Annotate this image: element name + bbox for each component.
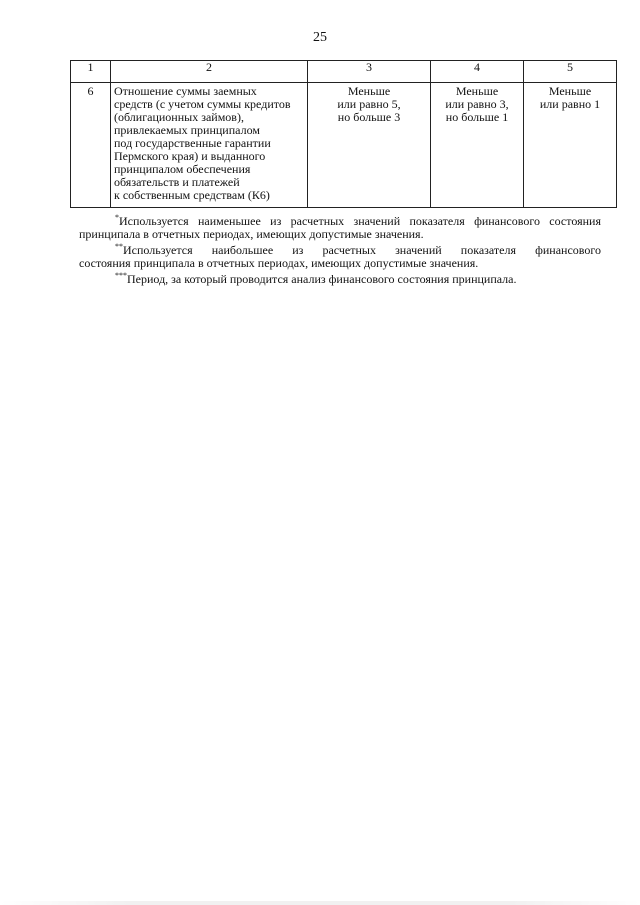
table-row [71,83,617,208]
indicator-name [111,83,308,208]
footnote-2 [79,244,601,270]
value-line: Меньше [347,84,391,98]
value-col-4 [431,83,524,208]
indicator-name-line: Отношение суммы заемных [114,84,257,98]
header-col-5: 5 [524,61,617,83]
indicator-name-line: под государственные гарантии [114,136,271,150]
value-line: Меньше [455,84,499,98]
indicator-name-line: привлекаемых принципалом [114,123,260,137]
footnote-text: Период, за который проводится анализ финансового состояния принципала. [127,272,517,286]
value-line: или равно 3, [445,97,509,111]
value-line: Меньше [548,84,592,98]
indicator-name-line: к собственным средствам (К6) [114,188,270,202]
indicator-name-line: (облигационных займов), [114,110,244,124]
footnote-mark: * [115,213,119,222]
header-col-1: 1 [71,61,111,83]
footnote-mark: *** [115,271,127,280]
footnote-text: Используется наибольшее из расчетных значений показателя финансового [123,243,601,257]
footnote-continuation: состояния принципала в отчетных периодах, имеющих допустимые значения. [79,256,479,270]
indicator-name-line: средств (с учетом суммы кредитов [114,97,291,111]
page-number: 25 [313,30,327,45]
value-line: или равно 1 [539,97,601,111]
indicator-name-line: Пермского края) и выданного [114,149,266,163]
header-row [71,61,617,83]
footnote-first-line [79,273,601,286]
footnote-mark: ** [115,242,123,251]
scan-edge [0,901,640,905]
footnotes [79,215,601,289]
value-col-3 [308,83,431,208]
indicator-name-line: обязательств и платежей [114,175,240,189]
value-line: но больше 3 [337,110,401,124]
header-col-4: 4 [431,61,524,83]
footnote-text: Используется наименьшее из расчетных значений показателя финансового состояния [119,214,601,228]
header-col-2: 2 [111,61,308,83]
footnote-1 [79,215,601,241]
header-col-3: 3 [308,61,431,83]
value-line: или равно 5, [337,97,401,111]
criteria-table [70,60,617,208]
indicator-name-line: принципалом обеспечения [114,162,251,176]
footnote-3 [79,273,601,286]
footnote-continuation: принципала в отчетных периодах, имеющих допустимые значения. [79,227,424,241]
value-col-5 [524,83,617,208]
value-line: но больше 1 [445,110,509,124]
row-number: 6 [71,83,111,208]
